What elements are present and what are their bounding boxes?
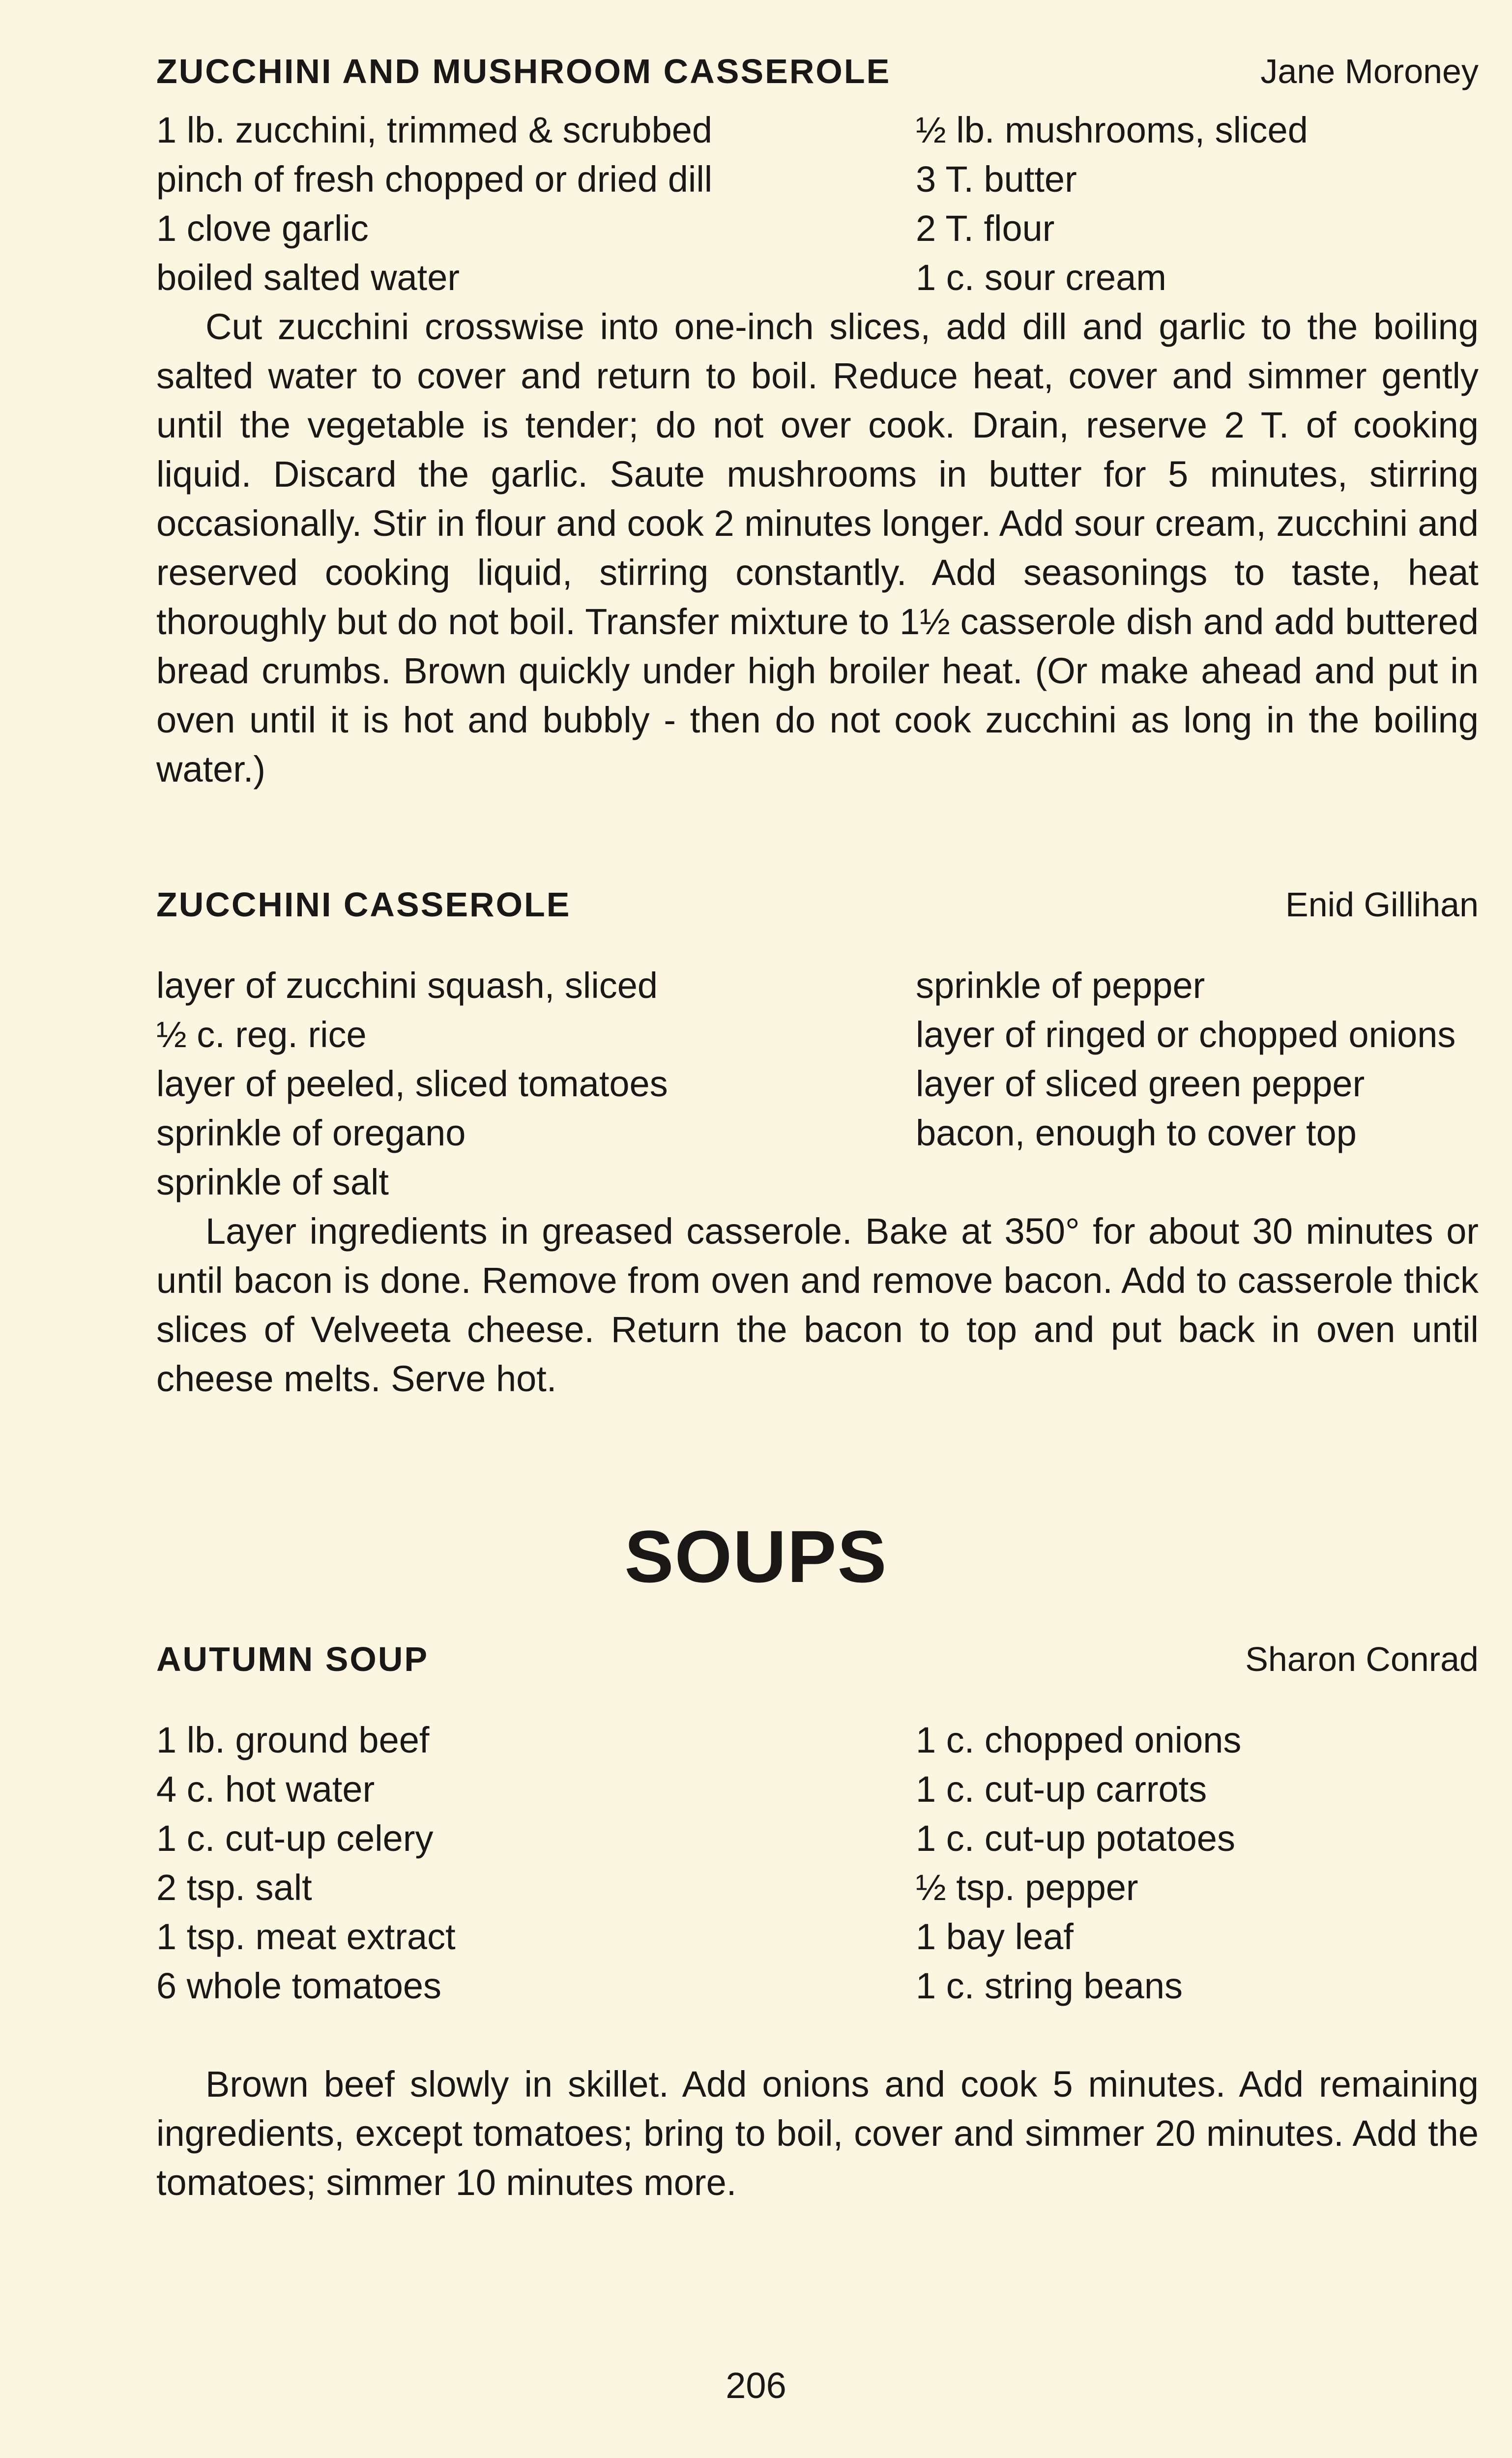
ingredients-left-column (156, 961, 916, 1207)
ingredient: bacon, enough to cover top (916, 1112, 1357, 1153)
recipe-title: ZUCCHINI CASSEROLE (156, 885, 571, 924)
ingredient: 1 clove garlic (156, 208, 369, 249)
ingredient: boiled salted water (156, 257, 460, 298)
ingredient: sprinkle of pepper (916, 965, 1205, 1006)
recipe-author: Sharon Conrad (1245, 1640, 1479, 1678)
recipe-zucchini-mushroom-casserole (156, 52, 1479, 794)
recipe-zucchini-casserole (156, 885, 1479, 1404)
ingredient: layer of zucchini squash, sliced (156, 965, 658, 1006)
page-number: 206 (726, 2365, 786, 2406)
recipe-author: Enid Gillihan (1285, 885, 1479, 924)
recipe-autumn-soup (156, 1639, 1479, 2207)
recipe-header (156, 52, 1479, 106)
ingredient: 1 c. cut-up carrots (916, 1769, 1207, 1810)
ingredient: 1 c. string beans (916, 1965, 1183, 2006)
ingredient: 1 c. chopped onions (916, 1720, 1242, 1760)
recipe-author: Jane Moroney (1260, 52, 1479, 90)
ingredient: ½ tsp. pepper (916, 1867, 1138, 1908)
ingredient: pinch of fresh chopped or dried dill (156, 159, 713, 200)
recipe-title: ZUCCHINI AND MUSHROOM CASSEROLE (156, 52, 891, 90)
ingredient: 1 c. sour cream (916, 257, 1166, 298)
ingredients-left-column (156, 106, 916, 302)
recipe-header (156, 885, 1479, 939)
ingredient: 1 lb. ground beef (156, 1720, 430, 1760)
ingredient: 2 T. flour (916, 208, 1055, 249)
ingredient: layer of ringed or chopped onions (916, 1014, 1456, 1055)
ingredient: 2 tsp. salt (156, 1867, 312, 1908)
ingredient: sprinkle of oregano (156, 1112, 466, 1153)
ingredients-right-column (916, 961, 1479, 1207)
ingredient-list (156, 1716, 1479, 2011)
ingredient: sprinkle of salt (156, 1162, 389, 1202)
ingredient: 3 T. butter (916, 159, 1077, 200)
recipe-title: AUTUMN SOUP (156, 1640, 429, 1678)
ingredient-list (156, 106, 1479, 302)
ingredient: ½ lb. mushrooms, sliced (916, 110, 1308, 150)
ingredient: 1 tsp. meat extract (156, 1916, 456, 1957)
ingredient: 1 c. cut-up celery (156, 1818, 434, 1859)
section-heading: SOUPS (624, 1515, 888, 1598)
ingredient: ½ c. reg. rice (156, 1014, 367, 1055)
ingredient: 1 bay leaf (916, 1916, 1074, 1957)
recipe-directions: Brown beef slowly in skillet. Add onions and cook 5 minutes. Add remaining ingredients, except tomatoes; bring to boil, cover and simmer 20 minutes. Add the tomatoes; simmer 10 minutes more. (156, 2064, 1479, 2203)
ingredients-right-column (916, 1716, 1479, 2011)
recipe-directions: Layer ingredients in greased casserole. Bake at 350° for about 30 minutes or until bacon is done. Remove from oven and remove bacon. Add to casserole thick slices of Velveeta cheese. Return the bacon to top and put back in oven until cheese melts. Serve hot. (156, 1211, 1479, 1399)
ingredient: layer of sliced green pepper (916, 1063, 1365, 1104)
ingredients-right-column (916, 106, 1479, 302)
ingredient: 6 whole tomatoes (156, 1965, 442, 2006)
ingredients-left-column (156, 1716, 916, 2011)
ingredient: layer of peeled, sliced tomatoes (156, 1063, 668, 1104)
ingredient-list (156, 961, 1479, 1207)
ingredient: 4 c. hot water (156, 1769, 375, 1810)
recipe-directions: Cut zucchini crosswise into one-inch slices, add dill and garlic to the boiling salted water to cover and return to boil. Reduce heat, cover and simmer gently until the vegetable is tender; do not over cook. Drain, reserve 2 T. of cooking liquid. Discard the garlic. Saute mushrooms in butter for 5 minutes, stirring occasionally. Stir in flour and cook 2 minutes longer. Add sour cream, zucchini and reserved cooking liquid, stirring constantly. Add seasonings to taste, heat thoroughly but do not boil. Transfer mixture to 1½ casserole dish and add buttered bread crumbs. Brown quickly under high broiler heat. (Or make ahead and put in oven until it is hot and bubbly - then do not cook zucchini as long in the boiling water.) (156, 306, 1479, 790)
ingredient: 1 c. cut-up potatoes (916, 1818, 1235, 1859)
recipe-header (156, 1639, 1479, 1694)
ingredient: 1 lb. zucchini, trimmed & scrubbed (156, 110, 713, 150)
